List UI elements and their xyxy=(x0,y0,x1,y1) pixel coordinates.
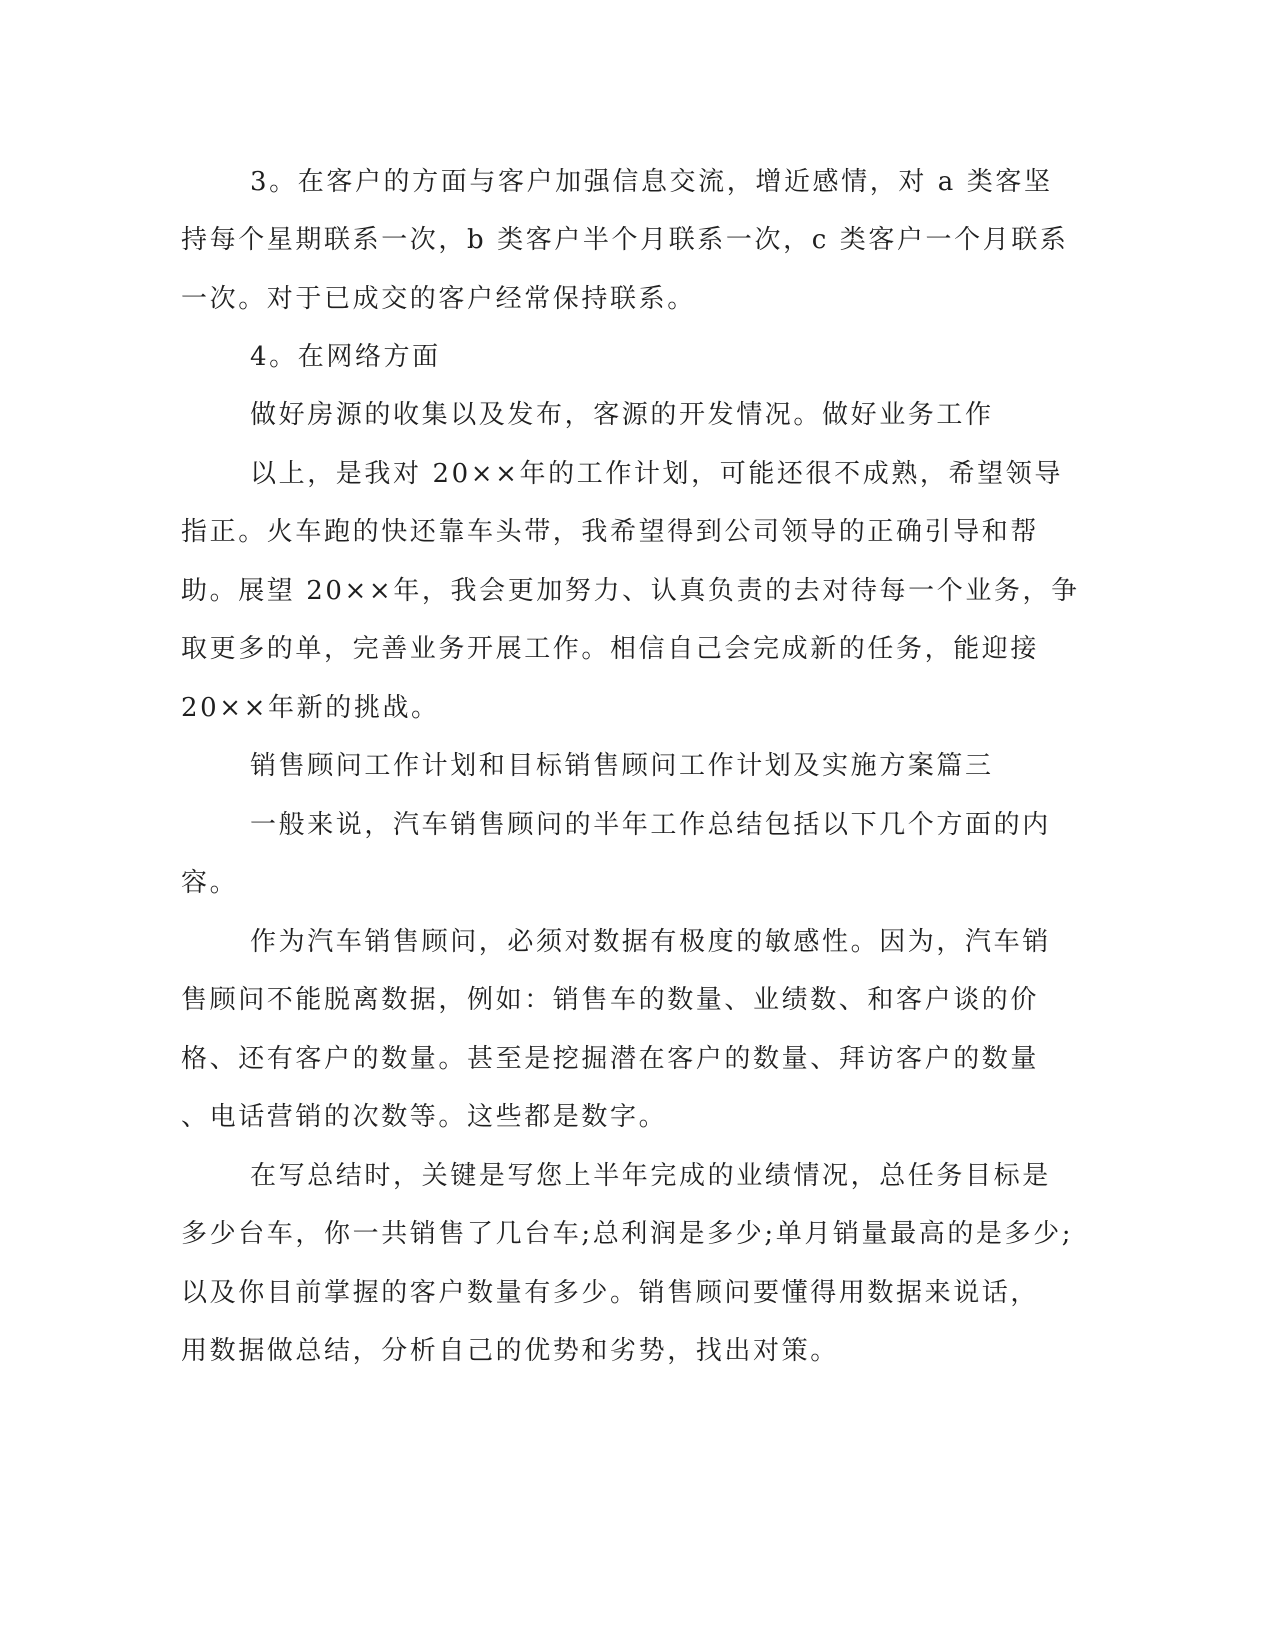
paragraph-line: 指正。火车跑的快还靠车头带，我希望得到公司领导的正确引导和帮 xyxy=(181,517,1040,547)
paragraph-line: 助。展望 20××年，我会更加努力、认真负责的去对待每一个业务，争 xyxy=(181,576,1080,606)
paragraph-line: 持每个星期联系一次，b 类客户半个月联系一次，c 类客户一个月联系 xyxy=(181,225,1069,255)
paragraph-line: 作为汽车销售顾问，必须对数据有极度的敏感性。因为，汽车销 xyxy=(250,927,1051,957)
paragraph-line: 在写总结时，关键是写您上半年完成的业绩情况，总任务目标是 xyxy=(250,1161,1051,1191)
paragraph-line: 一般来说，汽车销售顾问的半年工作总结包括以下几个方面的内 xyxy=(250,810,1051,840)
paragraph-line: 以上，是我对 20××年的工作计划，可能还很不成熟，希望领导 xyxy=(250,459,1063,489)
paragraph-line: 取更多的单，完善业务开展工作。相信自己会完成新的任务，能迎接 xyxy=(181,634,1040,664)
paragraph-line: 做好房源的收集以及发布，客源的开发情况。做好业务工作 xyxy=(250,400,994,430)
paragraph-line: 一次。对于已成交的客户经常保持联系。 xyxy=(181,284,696,314)
paragraph-line: 容。 xyxy=(181,868,239,898)
section-heading: 4。在网络方面 xyxy=(250,342,441,372)
paragraph-line: 售顾问不能脱离数据，例如：销售车的数量、业绩数、和客户谈的价 xyxy=(181,985,1040,1015)
paragraph-line: 20××年新的挑战。 xyxy=(181,693,440,723)
paragraph-line: 、电话营销的次数等。这些都是数字。 xyxy=(181,1102,668,1132)
paragraph-line: 3。在客户的方面与客户加强信息交流，增近感情，对 a 类客坚 xyxy=(250,167,1053,197)
paragraph-line: 用数据做总结，分析自己的优势和劣势，找出对策。 xyxy=(181,1336,839,1366)
section-title: 销售顾问工作计划和目标销售顾问工作计划及实施方案篇三 xyxy=(250,751,994,781)
paragraph-line: 格、还有客户的数量。甚至是挖掘潜在客户的数量、拜访客户的数量 xyxy=(181,1044,1040,1074)
paragraph-line: 多少台车，你一共销售了几台车;总利润是多少;单月销量最高的是多少; xyxy=(181,1219,1074,1249)
paragraph-line: 以及你目前掌握的客户数量有多少。销售顾问要懂得用数据来说话， xyxy=(181,1278,1040,1308)
